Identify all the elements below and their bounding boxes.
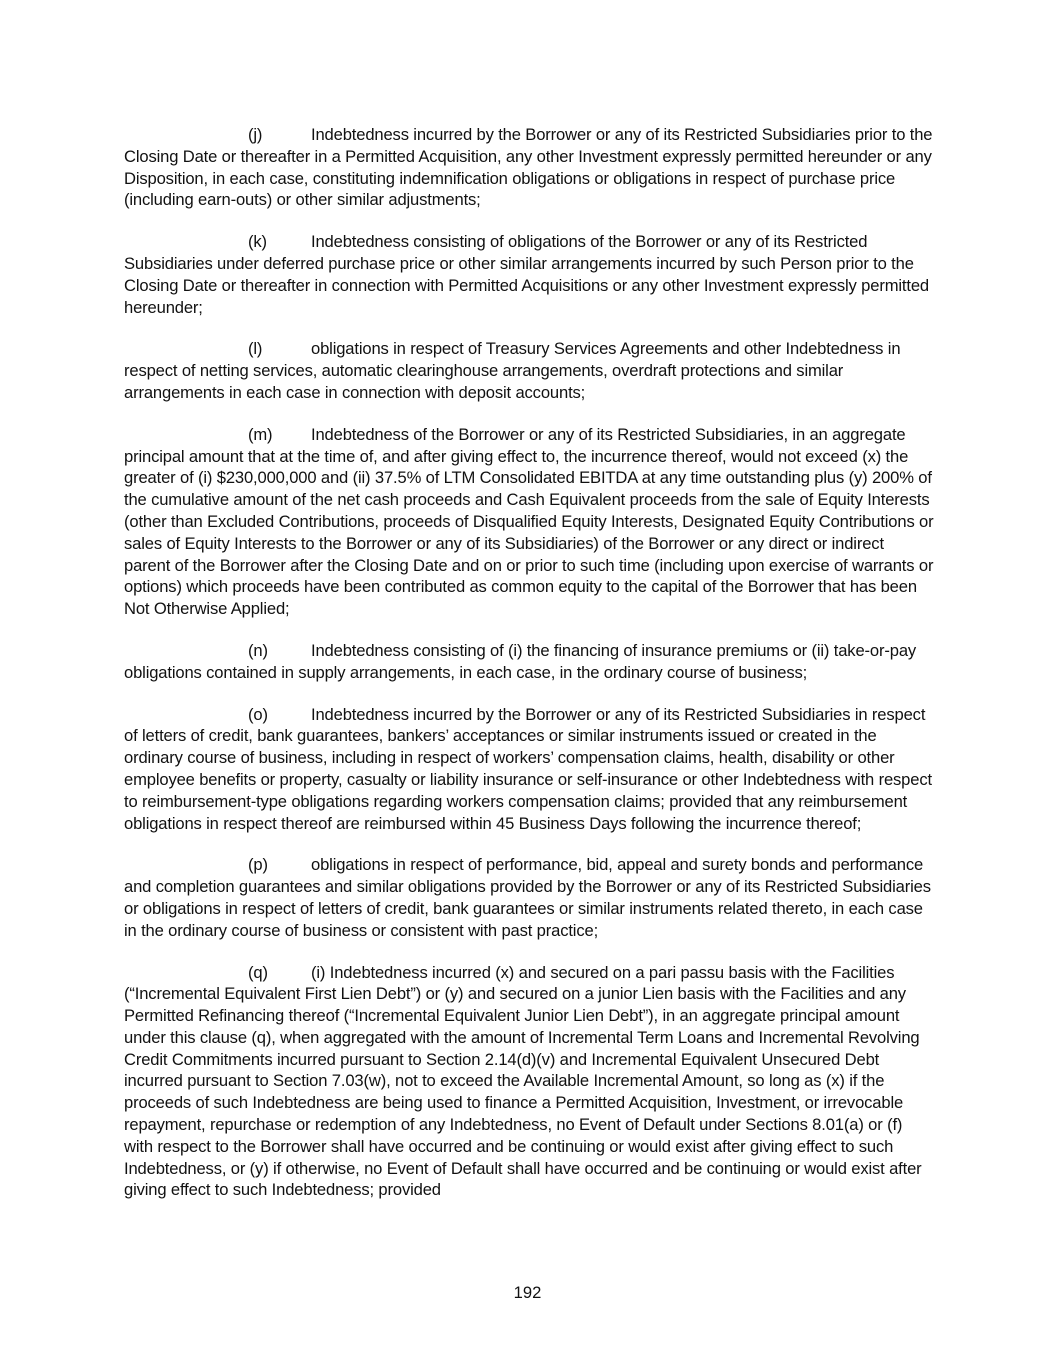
clause-text: Indebtedness incurred by the Borrower or any of its Restricted Subsidiaries prior to the Closing Date or thereafter in a Permitted Acquisition, any other Investment expressly permitted hereunder or any Disposition, in each case, constituting indemnification obligations or obligations in respect of purchase price (including earn-outs) or other similar adjustments; — [124, 125, 933, 210]
clause-label: (o) — [248, 704, 268, 724]
clause-text: Indebtedness consisting of (i) the financing of insurance premiums or (ii) take-or-pay obligations contained in supply arrangements, in each case, in the ordinary course of business; — [124, 640, 917, 682]
clause-label: (m) — [248, 424, 273, 444]
clause-o — [124, 704, 934, 835]
clause-text: Indebtedness incurred by the Borrower or any of its Restricted Subsidiaries in respect of letters of credit, bank guarantees, bankers’ acceptances or similar instruments issued or created in the ordinary course of business, including in respect of workers’ compensation claims, health, disability or other employee benefits or property, casualty or liability insurance or self-insurance or other Indebtedness with respect to reimbursement-type obligations regarding workers compensation claims; provided that any reimbursement obligations in respect thereof are reimbursed within 45 Business Days following the incurrence thereof; — [124, 704, 932, 833]
clause-k — [124, 231, 934, 318]
clause-label: (n) — [248, 640, 268, 660]
clause-text: (i) Indebtedness incurred (x) and secured on a pari passu basis with the Facilities (“Incremental Equivalent First Lien Debt”) or (y) and secured on a junior Lien basis with the Facilities and any Permitted Refinancing thereof (“Incremental Equivalent Junior Lien Debt”), in an aggregate principal amount under this clause (q), when aggregated with the amount of Incremental Term Loans and Incremental Revolving Credit Commitments incurred pursuant to Section 2.14(d)(v) and Incremental Equivalent Unsecured Debt incurred pursuant to Section 7.03(w), not to exceed the Available Incremental Amount, so long as (x) if the proceeds of such Indebtedness are being used to finance a Permitted Acquisition, Investment, or irrevocable repayment, repurchase or redemption of any Indebtedness, no Event of Default under Sections 8.01(a) or (f) with respect to the Borrower shall have occurred and be continuing or would exist after giving effect to such Indebtedness, or (y) if otherwise, no Event of Default shall have occurred and be continuing or would exist after giving effect to such Indebtedness; provided — [124, 962, 922, 1200]
clause-label: (k) — [248, 232, 267, 252]
page-number: 192 — [513, 1283, 542, 1302]
clause-j — [124, 124, 934, 211]
clause-label: (p) — [248, 855, 268, 875]
clause-p — [124, 854, 934, 941]
clause-label: (l) — [248, 339, 263, 359]
clause-text: obligations in respect of Treasury Services Agreements and other Indebtedness in respect of netting services, automatic clearinghouse arrangements, overdraft protections and similar arrangements in each case in connection with deposit accounts; — [124, 339, 901, 402]
clause-text: Indebtedness of the Borrower or any of its Restricted Subsidiaries, in an aggregate principal amount that at the time of, and after giving effect to, the incurrence thereof, would not exceed (x) the greater of (i) $230,000,000 and (ii) 37.5% of LTM Consolidated EBITDA at any time outstanding plus (y) 200% of the cumulative amount of the net cash proceeds and Cash Equivalent proceeds from the sale of Equity Interests (other than Excluded Contributions, proceeds of Disqualified Equity Interests, Designated Equity Contributions or sales of Equity Interests to the Borrower or any of its Subsidiaries) of the Borrower or any direct or indirect parent of the Borrower after the Closing Date and on or prior to such time (including upon exercise of warrants or options) which proceeds have been contributed as common equity to the capital of the Borrower that has been Not Otherwise Applied; — [124, 424, 934, 619]
document-body — [124, 124, 934, 1221]
clause-text: obligations in respect of performance, bid, appeal and surety bonds and performance and completion guarantees and similar obligations provided by the Borrower or any of its Restricted Subsidiaries or obligations in respect of letters of credit, bank guarantees or similar instruments related thereto, in each case in the ordinary course of business or consistent with past practice; — [124, 855, 931, 940]
clause-q — [124, 962, 934, 1202]
clause-l — [124, 338, 934, 403]
clause-m — [124, 424, 934, 620]
clause-text: Indebtedness consisting of obligations of the Borrower or any of its Restricted Subsidiaries under deferred purchase price or other similar arrangements incurred by such Person prior to the Closing Date or thereafter in connection with Permitted Acquisitions or any other Investment expressly permitted hereunder; — [124, 232, 929, 317]
clause-label: (q) — [248, 962, 268, 982]
clause-label: (j) — [248, 125, 263, 144]
clause-n — [124, 640, 934, 684]
